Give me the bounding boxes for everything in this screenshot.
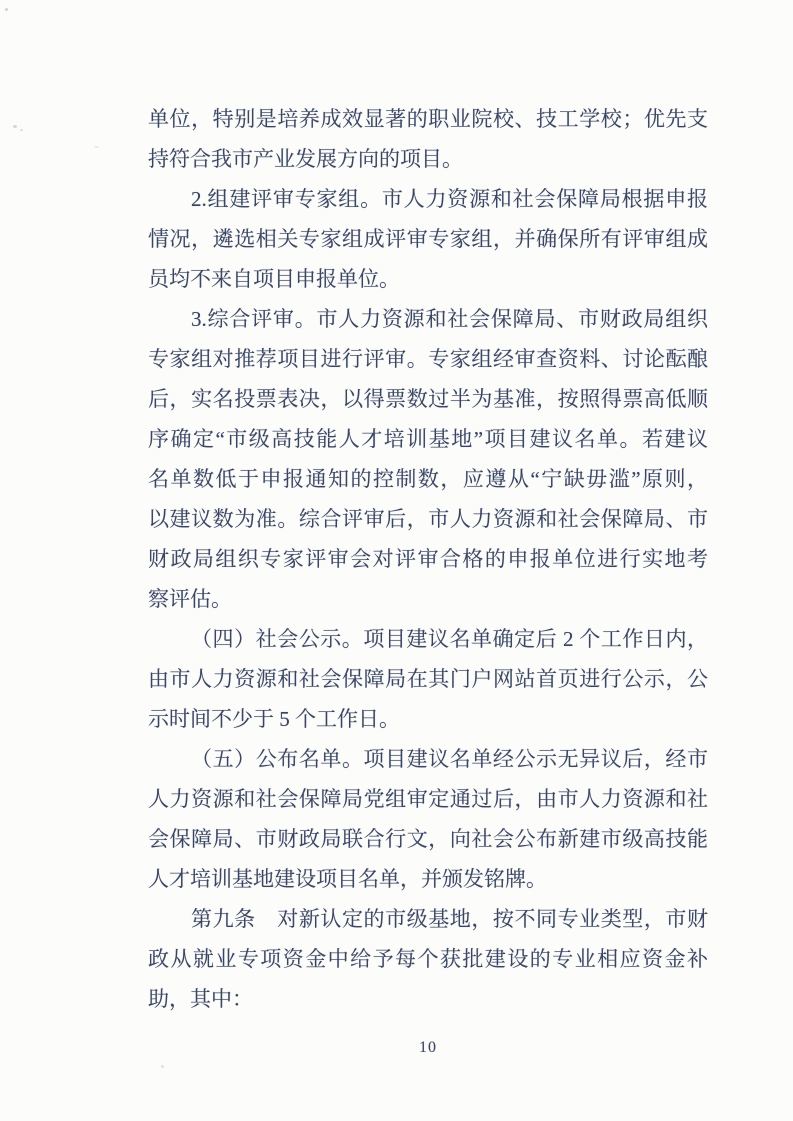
text-line: 员均不来自项目申报单位。 <box>148 267 400 291</box>
scan-speck <box>5 8 8 11</box>
text-line: 名单数低于申报通知的控制数，应遵从“宁缺毋滥”原则， <box>148 467 708 491</box>
scan-speck <box>161 1065 164 1068</box>
text-line: 以建议数为准。综合评审后，市人力资源和社会保障局、市 <box>148 507 708 531</box>
text-line: 由市人力资源和社会保障局在其门户网站首页进行公示，公 <box>148 667 708 691</box>
text-line: 单位，特别是培养成效显著的职业院校、技工学校；优先支 <box>148 107 708 131</box>
text-block <box>148 99 708 1019</box>
text-line: 第九条 对新认定的市级基地，按不同专业类型，市财 <box>191 907 708 931</box>
text-line: （四）社会公示。项目建议名单确定后 2 个工作日内， <box>191 627 708 651</box>
text-line: 察评估。 <box>148 587 232 611</box>
text-line: 示时间不少于 5 个工作日。 <box>148 707 400 731</box>
text-line: 会保障局、市财政局联合行文，向社会公布新建市级高技能 <box>148 827 708 851</box>
scan-speck <box>94 146 99 148</box>
text-line: 政从就业专项资金中给予每个获批建设的专业相应资金补 <box>148 947 708 971</box>
text-line: 2.组建评审专家组。市人力资源和社会保障局根据申报 <box>191 187 708 211</box>
text-line: 后，实名投票表决，以得票数过半为基准，按照得票高低顺 <box>148 387 708 411</box>
scan-speck <box>13 125 17 128</box>
scan-speck <box>20 129 23 131</box>
page-number: 10 <box>419 1039 437 1056</box>
text-line: 情况，遴选相关专家组成评审专家组，并确保所有评审组成 <box>148 227 708 251</box>
text-line: 持符合我市产业发展方向的项目。 <box>148 147 463 171</box>
text-line: 序确定“市级高技能人才培训基地”项目建议名单。若建议 <box>148 427 708 451</box>
text-line: 3.综合评审。市人力资源和社会保障局、市财政局组织 <box>191 307 708 331</box>
text-line: 财政局组织专家评审会对评审合格的申报单位进行实地考 <box>148 547 708 571</box>
text-line: 人力资源和社会保障局党组审定通过后，由市人力资源和社 <box>148 787 708 811</box>
text-line: （五）公布名单。项目建议名单经公示无异议后，经市 <box>191 747 708 771</box>
text-line: 助，其中： <box>148 987 253 1011</box>
text-line: 人才培训基地建设项目名单，并颁发铭牌。 <box>148 867 547 891</box>
text-line: 专家组对推荐项目进行评审。专家组经审查资料、讨论酝酿 <box>148 347 708 371</box>
